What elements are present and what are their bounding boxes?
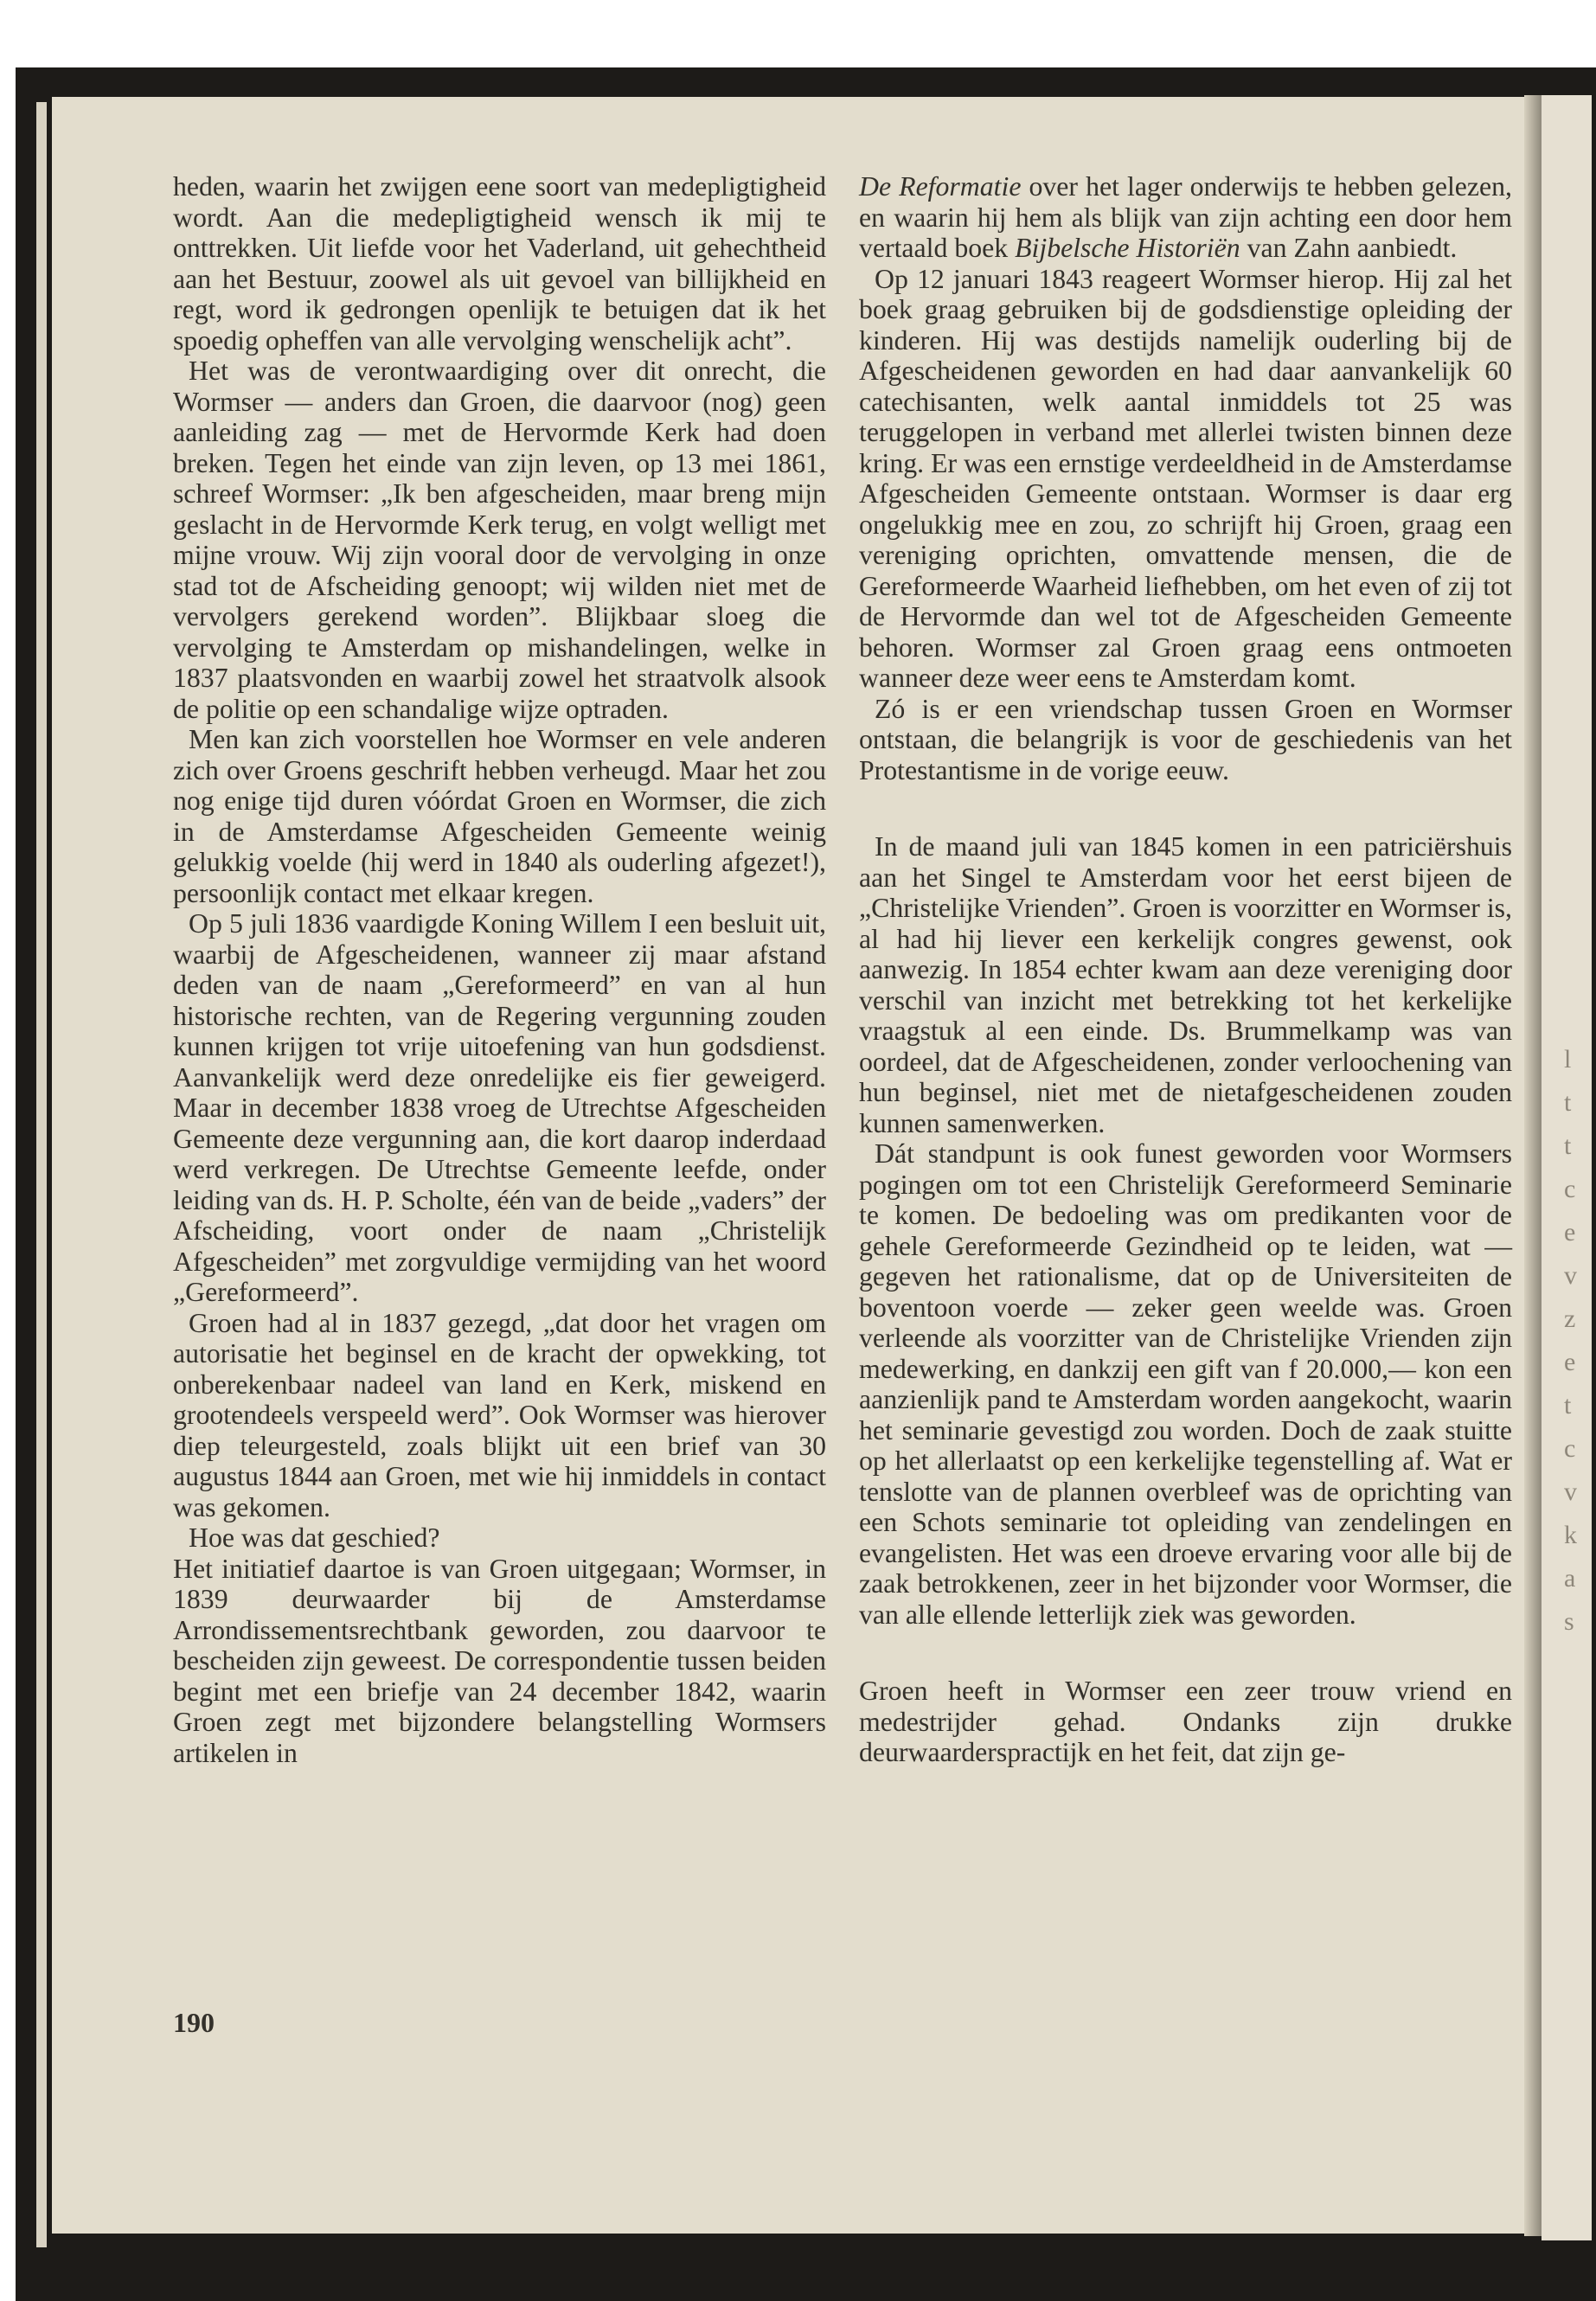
page-gutter-shadow: [1524, 95, 1542, 2236]
text-run: over het lager onderwijs te hebben gelezen, en waarin hij hem als blijk van zijn achting een door hem vertaald boek: [859, 171, 1512, 263]
paragraph: Het was de verontwaardiging over dit onrecht, die Wormser — anders dan Groen, die daarvoor (nog) geen aanleiding zag — met de Hervormde Kerk had doen breken. Tegen het einde van zijn leven, op 13 mei 1861, schreef Wormser: „Ik ben afgescheiden, maar breng mijn geslacht in de Hervormde Kerk terug, en volgt welligt met mijne vrouw. Wij zijn vooral door de vervolging in onze stad tot de Afscheiding genoopt; wij wilden niet met de vervolgers gerekend worden”. Blijkbaar sloeg die vervolging te Amsterdam op mishandelingen, welke in 1837 plaatsvonden en waarbij zowel het straatvolk alsook de politie op een schandalige wijze optraden.: [173, 356, 826, 724]
paragraph: Groen heeft in Wormser een zeer trouw vriend en medestrijder gehad. Ondanks zijn drukke deurwaarderspractijk en het feit, dat zijn ge-: [859, 1676, 1512, 1767]
paragraph: Het initiatief daartoe is van Groen uitgegaan; Wormser, in 1839 deurwaarder bij de Amsterdamse Arrondissementsrechtbank geworden, zou daarvoor te bescheiden zijn geweest. De correspondentie tussen beiden begint met een briefje van 24 december 1842, waarin Groen zegt met bijzondere belangstelling Wormsers artikelen in: [173, 1553, 826, 1768]
paragraph: [859, 171, 1512, 264]
paragraph: heden, waarin het zwijgen eene soort van medepligtigheid wordt. Aan die medepligtigheid wensch ik mij te onttrekken. Uit liefde voor het Vaderland, uit gehechtheid aan het Bestuur, zoowel als uit gevoel van billijkheid en regt, word ik gedrongen openlijk te betuigen dat ik het spoedig opheffen van alle vervolging wenschelijk acht”.: [173, 171, 826, 356]
paragraph: Op 5 juli 1836 vaardigde Koning Willem I een besluit uit, waarbij de Afgescheidenen, wanneer zij maar afstand deden van de naam „Gereformeerd” en van al hun historische rechten, van de Regering vergunning zouden kunnen krijgen tot vrije uitoefening van hun godsdienst. Aanvankelijk werd deze onredelijke eis fier geweigerd. Maar in december 1838 vroeg de Utrechtse Afgescheiden Gemeente deze vergunning aan, die kort daarop inderdaad werd verkregen. De Utrechtse Gemeente leefde, onder leiding van ds. H. P. Scholte, één van de beide „vaders” der Afscheiding, voort onder de naam „Christelijk Afgescheiden” met zorgvuldige vermijding van het woord „Gereformeerd”.: [173, 908, 826, 1307]
paragraph: Men kan zich voorstellen hoe Wormser en vele anderen zich over Groens geschrift hebben verheugd. Maar het zou nog enige tijd duren vóórdat Groen en Wormser, die zich in de Amsterdamse Afgescheiden Gemeente weinig gelukkig voelde (hij werd in 1840 als ouderling afgezet!), persoonlijk contact met elkaar kregen.: [173, 724, 826, 908]
paragraph: In de maand juli van 1845 komen in een patriciërshuis aan het Singel te Amsterdam voor het eerst bijeen de „Christelijke Vrienden”. Groen is voorzitter en Wormser is, al had hij liever een kerkelijk congres gewenst, ook aanwezig. In 1854 echter kwam aan deze vereniging door verschil van inzicht met betrekking tot het kerkelijke vraagstuk al een einde. Ds. Brummelkamp was van oordeel, dat de Afgescheidenen, zonder verloochening van hun beginsel, niet met de nietafgescheidenen zouden kunnen samenwerken.: [859, 831, 1512, 1138]
facing-page-letter: k: [1564, 1521, 1577, 1549]
left-text-column: [173, 171, 826, 1768]
facing-page-letter: z: [1564, 1304, 1576, 1333]
page-number: 190: [173, 2007, 215, 2038]
paragraph: Op 12 januari 1843 reageert Wormser hierop. Hij zal het boek graag gebruiken bij de godsdienstige opleiding der kinderen. Hij was destijds namelijk ouderling bij de Afgescheidenen geworden en had daar aanvankelijk 60 catechisanten, welk aantal inmiddels tot 25 was teruggelopen in verband met allerlei twisten binnen deze kring. Er was een ernstige verdeeldheid in de Amsterdamse Afgescheiden Gemeente ontstaan. Wormser is daar erg ongelukkig mee en zou, zo schrijft hij Groen, graag een vereniging oprichten, omvattende mensen, die de Gereformeerde Waarheid liefhebben, om het even of zij tot de Hervormde dan wel tot de Afgescheiden Gemeente behoren. Wormser zal Groen graag eens ontmoeten wanneer deze weer eens te Amsterdam komt.: [859, 263, 1512, 693]
facing-page-letter: v: [1564, 1477, 1577, 1506]
facing-page-letter: c: [1564, 1434, 1576, 1463]
italic-title: Bijbelsche Historiën: [1015, 233, 1240, 263]
facing-page-letter: c: [1564, 1175, 1576, 1203]
facing-page-letter: s: [1564, 1607, 1574, 1636]
italic-title: De Reformatie: [859, 171, 1022, 202]
paragraph: Dát standpunt is ook funest geworden voor Wormsers pogingen om tot een Christelijk Gereformeerd Seminarie te komen. De bedoeling was om predikanten voor de gehele Gereformeerde Gezindheid op te leiden, wat — gegeven het rationalisme, dat op de Universiteiten de boventoon voerde — zeker geen weelde was. Groen verleende als voorzitter van de Christelijke Vrienden zijn medewerking, en dankzij een gift van f 20.000,— kon een aanzienlijk pand te Amsterdam worden aangekocht, waarin het seminarie gevestigd zou worden. Doch de zaak stuitte op het allerlaatst op een kerkelijke tegenstelling af. Wat er tenslotte van de plannen overbleef was de oprichting van een Schots seminarie tot opleiding van zendelingen en evangelisten. Het was een droeve ervaring voor alle bij de zaak betrokkenen, zeer in het bijzonder voor Wormser, die van alle ellende letterlijk ziek was geworden.: [859, 1138, 1512, 1630]
facing-page-letter: t: [1564, 1088, 1572, 1117]
facing-page-letter: v: [1564, 1261, 1577, 1290]
facing-page-letter: t: [1564, 1391, 1572, 1420]
facing-page-letter: a: [1564, 1564, 1576, 1593]
section-gap: [859, 785, 1512, 831]
page-stack-edge: [36, 102, 47, 2247]
facing-page-letter: e: [1564, 1348, 1576, 1376]
section-gap: [859, 1630, 1512, 1676]
text-run: van Zahn aanbiedt.: [1240, 233, 1458, 263]
facing-page-letter: l: [1564, 1045, 1572, 1074]
facing-page-letters: [1564, 1038, 1590, 1644]
facing-page-letter: t: [1564, 1131, 1572, 1160]
right-text-column: [859, 171, 1512, 1768]
paragraph: Zó is er een vriendschap tussen Groen en Wormser ontstaan, die belangrijk is voor de geschiedenis van het Protestantisme in de vorige eeuw.: [859, 693, 1512, 785]
facing-page-letter: e: [1564, 1218, 1576, 1247]
paragraph: Groen had al in 1837 gezegd, „dat door het vragen om autorisatie het beginsel en de kracht der opwekking, tot onberekenbaar nadeel van land en Kerk, miskend en grootendeels verspeeld werd”. Ook Wormser was hierover diep teleurgesteld, zoals blijkt uit een brief van 30 augustus 1844 aan Groen, met wie hij inmiddels in contact was gekomen.: [173, 1307, 826, 1522]
paragraph: Hoe was dat geschied?: [189, 1522, 440, 1553]
